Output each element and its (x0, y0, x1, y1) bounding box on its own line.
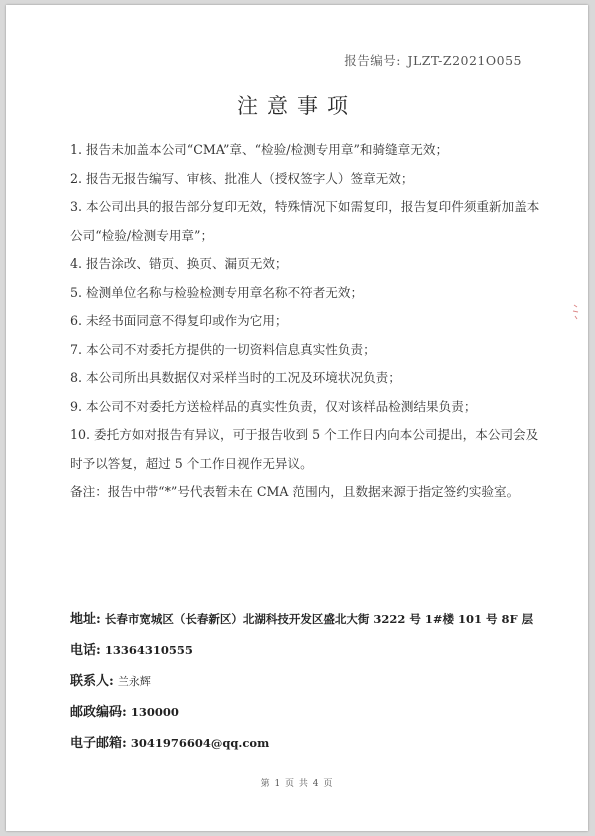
report-number-value: JLZT-Z2021O055 (407, 53, 522, 68)
address-row (70, 603, 546, 634)
notice-item: 3. 本公司出具的报告部分复印无效，特殊情况下如需复印，报告复印件须重新加盖本公司“检验/检测专用章”； (70, 199, 540, 243)
notice-item: 9. 本公司不对委托方送检样品的真实性负责，仅对该样品检测结果负责； (70, 398, 477, 414)
notice-item: 5. 检测单位名称与检验检测专用章名称不符者无效； (70, 284, 364, 300)
email-label: 电子邮箱: (70, 736, 127, 751)
address-value: 长春市宽城区（长春新区）北湖科技开发区盛北大街 3222 号 1#楼 101 号 8F 层 (104, 612, 534, 626)
report-number-label: 报告编号: (344, 53, 401, 68)
contact-block (70, 603, 546, 758)
page-title: 注意事项 (237, 94, 357, 118)
notice-item: 6. 未经书面同意不得复印或作为它用； (70, 313, 288, 328)
notice-item: 10. 委托方如对报告有异议，可于报告收到 5 个工作日内向本公司提出，本公司会及时予以答复，超过 5 个工作日视作无异议。 (70, 427, 539, 471)
contact-person-label: 联系人: (70, 674, 114, 689)
notice-item: 1. 报告未加盖本公司“CMA”章、“检验/检测专用章”和骑缝章无效； (70, 142, 449, 157)
contact-person-value: 兰永辉 (117, 675, 151, 688)
notice-item: 7. 本公司不对委托方提供的一切资料信息真实性负责； (70, 341, 376, 357)
report-number (344, 51, 522, 69)
document-page (6, 5, 588, 831)
notice-item: 4. 报告涂改、错页、换页、漏页无效； (70, 256, 288, 271)
page-number: 第 1 页 共 4 页 (260, 779, 334, 789)
postcode-value: 130000 (130, 705, 179, 719)
postcode-label: 邮政编码: (70, 705, 127, 720)
contact-person-row (70, 665, 546, 696)
notice-item: 8. 本公司所出具数据仅对采样当时的工况及环境状况负责； (70, 370, 401, 385)
remark: 备注：报告中带“*”号代表暂未在 CMA 范围内，且数据来源于指定签约实验室。 (70, 484, 520, 499)
notice-item: 2. 报告无报告编写、审核、批准人（授权签字人）签章无效； (70, 170, 414, 186)
seal-edge-mark (572, 303, 580, 321)
phone-value: 13364310555 (104, 643, 193, 657)
notice-list (70, 136, 546, 507)
phone-label: 电话: (70, 643, 101, 658)
postcode-row (70, 696, 546, 727)
address-label: 地址: (70, 612, 101, 627)
email-value: 3041976604@qq.com (130, 736, 270, 750)
phone-row (70, 634, 546, 665)
email-row (70, 727, 546, 758)
